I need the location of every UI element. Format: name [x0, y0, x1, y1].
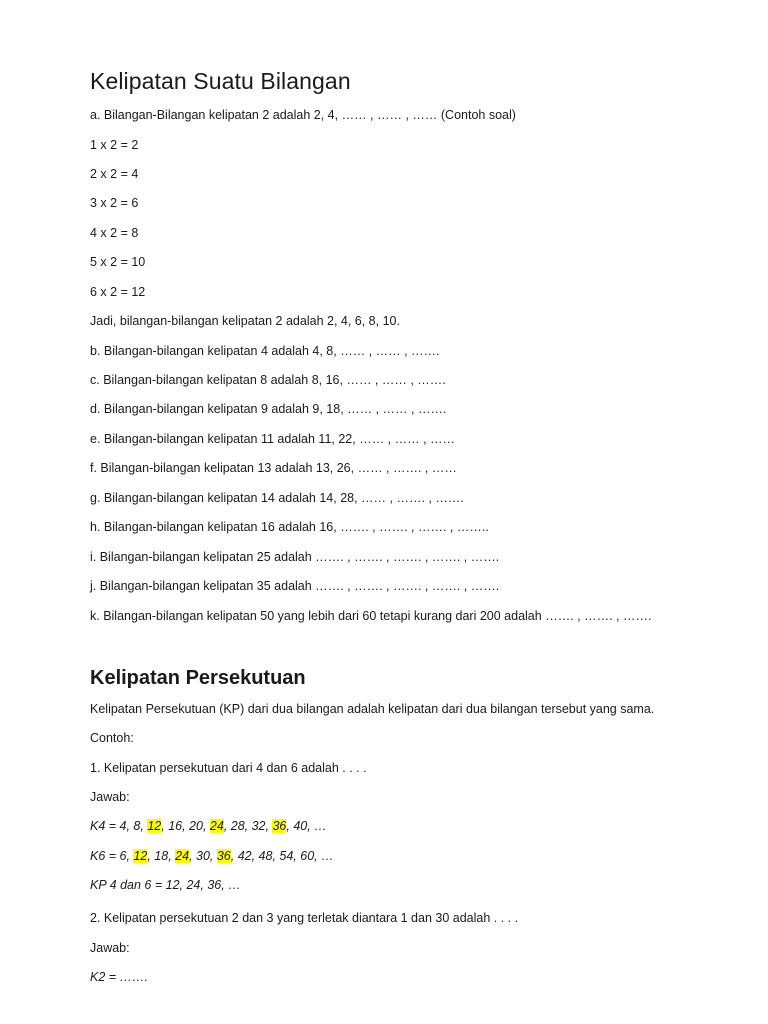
answer-label-2: Jawab:	[90, 941, 130, 955]
multiples-k2: K2 = …….	[90, 970, 149, 984]
section-title-kelipatan: Kelipatan Suatu Bilangan	[90, 68, 351, 94]
section-title-persekutuan: Kelipatan Persekutuan	[90, 667, 306, 689]
exercise-line: g. Bilangan-bilangan kelipatan 14 adalah 14, 28, …… , ……. , …….	[90, 491, 464, 505]
highlight-common: 36	[216, 849, 231, 863]
multiples-k4: K4 = 4, 8, 12, 16, 20, 24, 28, 32, 36, 40, …	[90, 819, 327, 833]
definition-line: Kelipatan Persekutuan (KP) dari dua bilangan adalah kelipatan dari dua bilangan tersebut yang sama.	[90, 702, 655, 716]
example-label: Contoh:	[90, 731, 134, 745]
highlight-common: 24	[175, 849, 190, 863]
step-line: 5 x 2 = 10	[90, 255, 146, 269]
exercise-line: f. Bilangan-bilangan kelipatan 13 adalah 13, 26, …… , ……. , ……	[90, 461, 457, 475]
step-line: 4 x 2 = 8	[90, 226, 139, 240]
intro-line: a. Bilangan-Bilangan kelipatan 2 adalah 2, 4, …… , …… , …… (Contoh soal)	[90, 108, 516, 122]
exercise-line: i. Bilangan-bilangan kelipatan 25 adalah ……. , ……. , ……. , ……. , …….	[90, 550, 500, 564]
question-1: 1. Kelipatan persekutuan dari 4 dan 6 adalah . . . .	[90, 761, 367, 775]
exercise-line: b. Bilangan-bilangan kelipatan 4 adalah 4, 8, …… , …… , …….	[90, 344, 440, 358]
highlight-common: 36	[272, 819, 287, 833]
highlight-common: 12	[133, 849, 148, 863]
exercise-line: d. Bilangan-bilangan kelipatan 9 adalah 9, 18, …… , …… , …….	[90, 402, 447, 416]
step-line: 1 x 2 = 2	[90, 138, 139, 152]
question-2: 2. Kelipatan persekutuan 2 dan 3 yang terletak diantara 1 dan 30 adalah . . . .	[90, 911, 519, 925]
step-line: 6 x 2 = 12	[90, 285, 146, 299]
exercise-line: c. Bilangan-bilangan kelipatan 8 adalah 8, 16, …… , …… , …….	[90, 373, 446, 387]
exercise-line: k. Bilangan-bilangan kelipatan 50 yang lebih dari 60 tetapi kurang dari 200 adalah ……. , ……. , …….	[90, 609, 652, 623]
highlight-common: 24	[209, 819, 224, 833]
exercise-line: e. Bilangan-bilangan kelipatan 11 adalah 11, 22, …… , …… , ……	[90, 432, 456, 446]
exercise-line: h. Bilangan-bilangan kelipatan 16 adalah 16, ……. , ……. , ……. , ……..	[90, 520, 489, 534]
step-line: 3 x 2 = 6	[90, 196, 139, 210]
answer-label: Jawab:	[90, 790, 130, 804]
conclusion-line: Jadi, bilangan-bilangan kelipatan 2 adalah 2, 4, 6, 8, 10.	[90, 314, 400, 328]
step-line: 2 x 2 = 4	[90, 167, 139, 181]
highlight-common: 12	[147, 819, 162, 833]
multiples-k6: K6 = 6, 12, 18, 24, 30, 36, 42, 48, 54, 60, …	[90, 849, 334, 863]
exercise-line: j. Bilangan-bilangan kelipatan 35 adalah ……. , ……. , ……. , ……. , …….	[90, 579, 500, 593]
common-multiples-result: KP 4 dan 6 = 12, 24, 36, …	[90, 878, 241, 892]
